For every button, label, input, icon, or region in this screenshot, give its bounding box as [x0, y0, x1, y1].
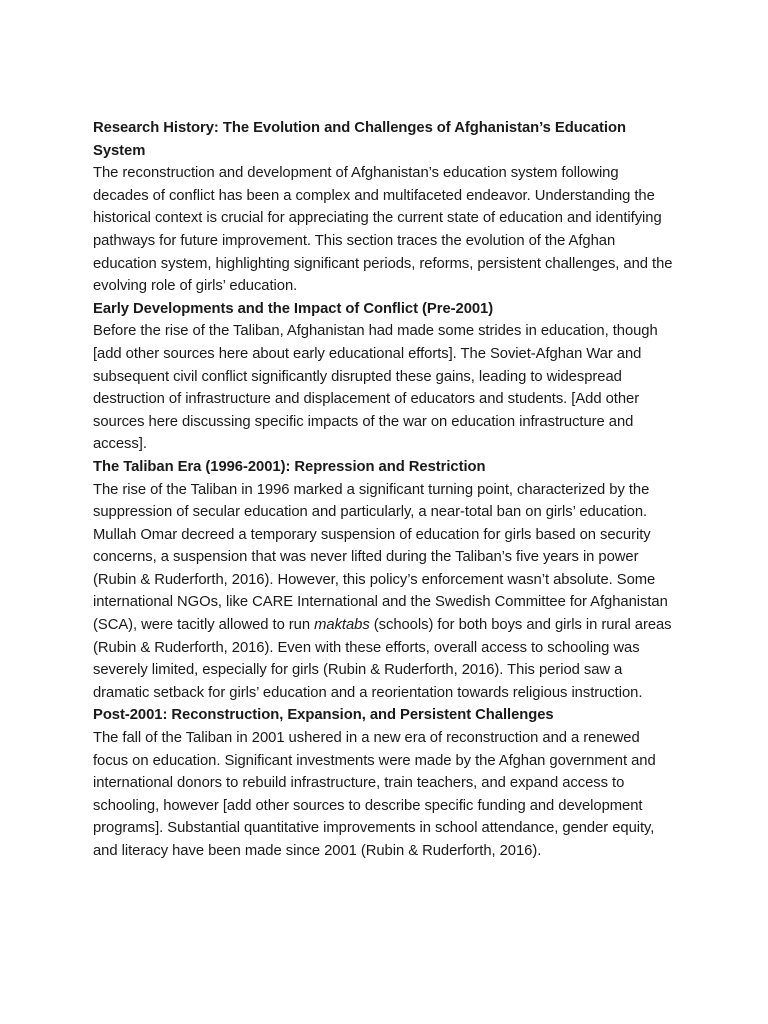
section-heading-taliban-era: The Taliban Era (1996-2001): Repression and Restriction	[93, 458, 486, 475]
section-heading-post-2001: Post-2001: Reconstruction, Expansion, and Persistent Challenges	[93, 707, 554, 724]
section-body-early-developments: Before the rise of the Taliban, Afghanistan had made some strides in education, though [add other sources here about early educational efforts]. The Soviet-Afghan War and subsequent civil conflict significantly disrupted these gains, leading to widespread destruction of infrastructure and displacement of educators and students. [Add other sources here discussing specific impacts of the war on education infrastructure and access].	[93, 323, 658, 453]
section-heading-early-developments: Early Developments and the Impact of Conflict (Pre-2001)	[93, 300, 494, 317]
document-page	[93, 117, 678, 863]
taliban-body-part-1: The rise of the Taliban in 1996 marked a significant turning point, characterized by the suppression of secular education and particularly, a near-total ban on girls’ education. Mullah Omar decreed a temporary suspension of education for girls based on security concerns, a suspension that was never lifted during the Taliban’s five years in power (Rubin & Ruderforth, 2016). However, this policy’s enforcement wasn’t absolute. Some international NGOs, like CARE International and the Swedish Committee for Afghanistan (SCA), were tacitly allowed to run	[93, 481, 668, 634]
intro-paragraph: The reconstruction and development of Afghanistan’s education system following decades of conflict has been a complex and multifaceted endeavor. Understanding the historical context is crucial for appreciating the current state of education and identifying pathways for future improvement. This section traces the evolution of the Afghan education system, highlighting significant periods, reforms, persistent challenges, and the evolving role of girls’ education.	[93, 165, 673, 295]
taliban-body-part-2: (schools) for both boys and girls in rural areas (Rubin & Ruderforth, 2016). Even with these efforts, overall access to schooling was severely limited, especially for girls (Rubin & Ruderforth, 2016). This period saw a dramatic setback for girls’ education and a reorientation towards religious instruction.	[93, 617, 672, 701]
section-body-taliban-era	[93, 479, 678, 705]
section-body-post-2001: The fall of the Taliban in 2001 ushered in a new era of reconstruction and a renewed focus on education. Significant investments were made by the Afghan government and international donors to rebuild infrastructure, train teachers, and expand access to schooling, however [add other sources to describe specific funding and development programs]. Substantial quantitative improvements in school attendance, gender equity, and literacy have been made since 2001 (Rubin & Ruderforth, 2016).	[93, 730, 656, 859]
document-title: Research History: The Evolution and Challenges of Afghanistan’s Education System	[93, 120, 626, 159]
taliban-body-italic-term: maktabs	[314, 617, 370, 634]
